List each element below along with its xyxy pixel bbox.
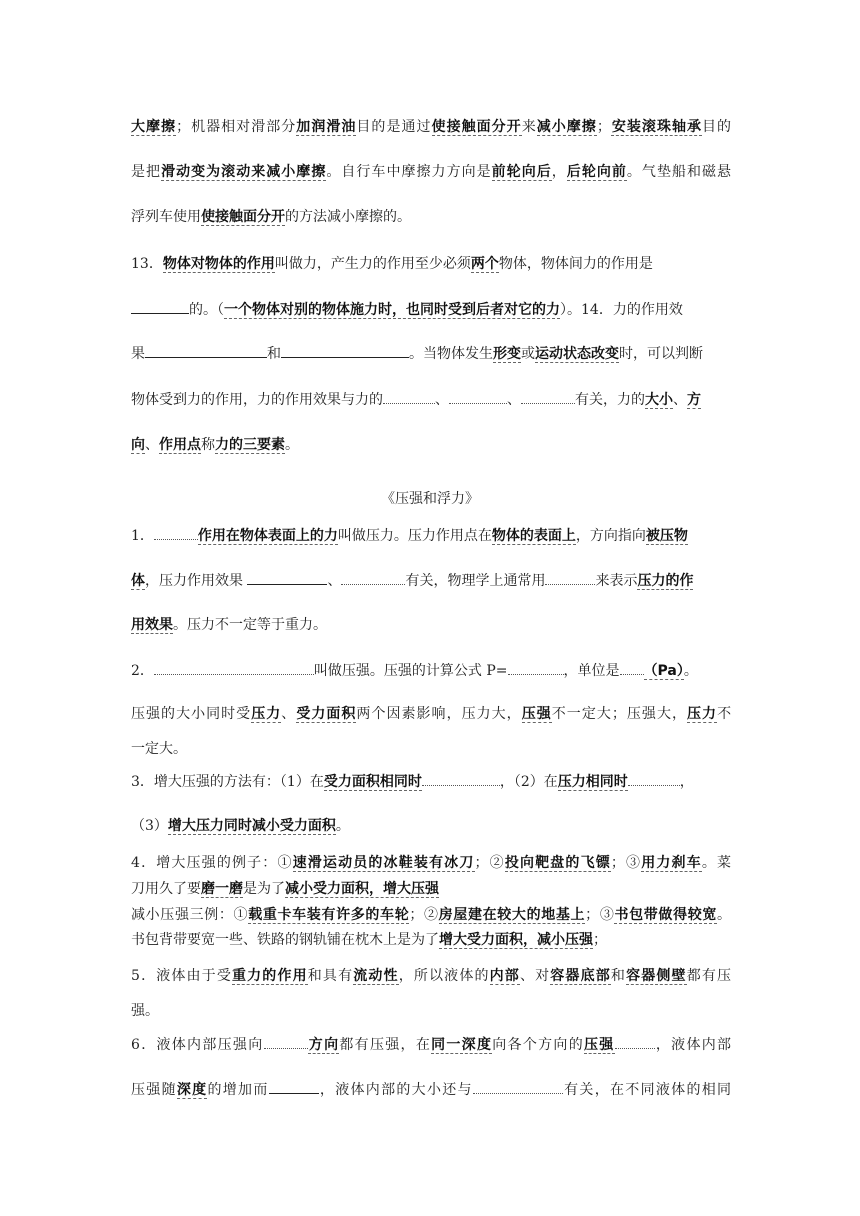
answer-text: 压力的作 — [637, 573, 694, 589]
body-text: 。气垫船和磁悬 — [626, 164, 732, 180]
pressure-item-1-line-2 — [131, 570, 731, 590]
body-text: ； — [596, 119, 611, 135]
answer-text: 速滑运动员的冰鞋装有冰刀 — [292, 855, 475, 871]
fill-blank — [383, 389, 435, 404]
fill-blank — [341, 570, 405, 585]
fill-blank — [521, 389, 575, 404]
answer-text: 磨一磨 — [201, 881, 243, 897]
section-title: 《压强和浮力》 — [381, 491, 479, 507]
body-text: ， — [679, 774, 694, 790]
pressure-item-3-line-2 — [131, 816, 731, 836]
fill-blank — [620, 660, 644, 675]
force-line-4 — [131, 389, 731, 409]
body-text: 都有压 — [686, 968, 731, 984]
fill-blank — [628, 771, 680, 786]
answer-text: 后轮向前 — [566, 164, 627, 180]
pressure-item-4-line-1 — [131, 853, 731, 873]
force-line-1 — [131, 254, 731, 274]
body-text: 、 — [281, 706, 297, 722]
item-number: 13． — [131, 256, 163, 272]
answer-text: 两个 — [470, 256, 499, 272]
body-text: ，单位是 — [563, 663, 620, 679]
fill-blank — [545, 570, 595, 585]
item-number: 2． — [131, 663, 154, 679]
answer-text: 压力相同时 — [557, 774, 628, 790]
body-text: ；③ — [585, 907, 615, 923]
fill-blank — [269, 1079, 319, 1094]
body-text: 、 — [673, 392, 687, 408]
body-text: ；③ — [610, 855, 642, 871]
body-text: 浮列车使用 — [131, 209, 201, 225]
pressure-item-6-line-1 — [131, 1034, 731, 1054]
body-text: 。压力不一定等于重力。 — [173, 617, 327, 633]
friction-line-2 — [131, 162, 731, 182]
answer-text: 同一深度 — [431, 1037, 493, 1053]
body-text: ，液体内部 — [654, 1037, 732, 1053]
body-text: 4．增大压强的例子：① — [131, 855, 293, 871]
pressure-item-4-line-3 — [131, 905, 731, 925]
answer-text: 方向 — [307, 1037, 340, 1053]
body-text: 书包背带要宽一些、铁路的钢轨铺在枕木上是为了 — [131, 932, 439, 948]
answer-text: 用力刹车 — [641, 855, 702, 871]
body-text: 来表示 — [595, 573, 638, 589]
body-text: ，所以液体的 — [398, 968, 490, 984]
answer-text: 大摩擦 — [131, 119, 177, 135]
fill-blank — [154, 525, 198, 540]
body-text: 的。（ — [189, 302, 224, 318]
answer-text: 容器底部 — [550, 968, 611, 984]
answer-text: 作用在物体表面上的力 — [197, 528, 338, 544]
friction-line-3 — [131, 207, 731, 227]
body-text: 。 — [285, 437, 299, 453]
pressure-item-6-line-2 — [131, 1079, 731, 1099]
body-text: 两个因素影响，压力大， — [356, 706, 522, 722]
body-text: ，（2）在 — [499, 774, 558, 790]
fill-blank — [422, 771, 500, 786]
answer-text: 容器侧壁 — [626, 968, 687, 984]
body-text: 减小压强三例：① — [131, 907, 249, 923]
body-text: ；② — [474, 855, 505, 871]
body-text: 一定大。 — [131, 741, 187, 757]
pressure-item-4-line-4 — [131, 930, 731, 950]
pressure-item-1-line-3 — [131, 615, 731, 635]
answer-text: 投向靶盘的飞镖 — [504, 855, 611, 871]
answer-text: 压强 — [521, 706, 552, 722]
body-text: 。 — [683, 663, 698, 679]
answer-text: 力的三要素 — [215, 437, 285, 453]
answer-text: 一个物体对别的物体施力时，也同时受到后者对它的力 — [224, 302, 560, 318]
pressure-item-3-line-1 — [131, 771, 731, 791]
fill-blank — [154, 660, 314, 675]
answer-text: 受力面积 — [296, 706, 357, 722]
answer-text: 被压物 — [645, 528, 688, 544]
body-text: 压强的大小同时受 — [131, 706, 252, 722]
body-text: 、 — [507, 392, 521, 408]
answer-text: 安装滚珠轴承 — [610, 119, 703, 135]
force-line-2 — [131, 299, 731, 319]
fill-blank — [508, 660, 564, 675]
answer-text: （Pa） — [643, 663, 684, 679]
body-text: 有关，在不同液体的相同 — [562, 1082, 732, 1098]
answer-text: 形变 — [493, 346, 521, 362]
body-text: 和具有 — [307, 968, 354, 984]
fill-blank — [281, 343, 409, 358]
answer-text: 受力面积相同时 — [323, 774, 422, 790]
body-text: 果 — [131, 346, 145, 362]
force-line-3 — [131, 343, 731, 363]
body-text: 和 — [610, 968, 627, 984]
body-text: 。当物体发生 — [409, 346, 493, 362]
fill-blank — [131, 299, 189, 314]
pressure-item-5-line-2 — [131, 1001, 731, 1021]
body-text: 都有压强，在 — [339, 1037, 432, 1053]
body-text: 、 — [145, 437, 159, 453]
answer-text: 压力 — [251, 706, 282, 722]
body-text: 是把 — [131, 164, 162, 180]
body-text: 、 — [327, 573, 342, 589]
answer-text: 作用点 — [159, 437, 201, 453]
body-text: 、 — [435, 392, 449, 408]
body-text: 5．液体由于受 — [131, 968, 232, 984]
body-text: ）。14．力的作用效 — [560, 302, 683, 318]
answer-text: 物体对物体的作用 — [162, 256, 275, 272]
answer-text: 重力的作用 — [232, 968, 308, 984]
answer-text: 压力 — [687, 706, 718, 722]
answer-text: 房屋建在较大的地基上 — [438, 907, 586, 923]
answer-text: 用效果 — [131, 617, 173, 633]
body-text: 。 — [335, 818, 350, 834]
body-text: 有关，力的 — [575, 392, 645, 408]
answer-text: 使接触面分开 — [201, 209, 285, 225]
pressure-item-5-line-1 — [131, 966, 731, 986]
body-text: 。自行车中摩擦力方向是 — [326, 164, 492, 180]
body-text: 来 — [521, 119, 537, 135]
body-text: ，压力作用效果 — [145, 573, 248, 589]
answer-text: 内部 — [489, 968, 520, 984]
answer-text: 载重卡车装有许多的车轮 — [248, 907, 410, 923]
answer-text: 大小 — [645, 392, 673, 408]
body-text: 刀用久了要 — [131, 881, 201, 897]
body-text: 和 — [267, 346, 281, 362]
fill-blank — [145, 343, 267, 358]
answer-text: 增大压力同时减小受力面积 — [167, 818, 336, 834]
answer-text: 书包带做得较宽 — [614, 907, 718, 923]
answer-text: 物体的表面上 — [491, 528, 576, 544]
body-text: ；机器相对滑部分 — [176, 119, 297, 135]
body-text: ； — [593, 932, 607, 948]
body-text: 叫做压强。压强的计算公式 P= — [313, 663, 508, 679]
answer-text: 向 — [131, 437, 145, 453]
body-text: 6．液体内部压强向 — [131, 1037, 264, 1053]
body-text: 强。 — [131, 1003, 159, 1019]
body-text: 称 — [201, 437, 215, 453]
body-text: 物体受到力的作用，力的作用效果与力的 — [131, 392, 383, 408]
pressure-item-1-line-1 — [131, 525, 731, 545]
answer-text: 运动状态改变 — [535, 346, 619, 362]
body-text: 。菜 — [701, 855, 731, 871]
body-text: 不 — [717, 706, 732, 722]
body-text: 时，可以判断 — [619, 346, 703, 362]
body-text: 压强随 — [131, 1082, 177, 1098]
answer-text: 流动性 — [353, 968, 399, 984]
friction-line-1 — [131, 117, 731, 137]
body-text: 或 — [521, 346, 535, 362]
answer-text: 增大受力面积，减小压强 — [439, 932, 593, 948]
body-text: 物体，物体间力的作用是 — [498, 256, 653, 272]
pressure-item-2-line-1 — [131, 660, 731, 680]
answer-text: 前轮向后 — [491, 164, 552, 180]
answer-text: 使接触面分开 — [431, 119, 522, 135]
body-text: 是为了 — [243, 881, 285, 897]
pressure-item-2-line-2 — [131, 704, 731, 724]
body-text: 目的是通过 — [356, 119, 432, 135]
body-text: 不一定大；压强大， — [551, 706, 688, 722]
fill-blank — [449, 389, 507, 404]
answer-text: 加润滑油 — [296, 119, 357, 135]
body-text: ，方向指向 — [575, 528, 646, 544]
body-text: 。 — [717, 907, 732, 923]
answer-text: 深度 — [176, 1082, 208, 1098]
body-text: 叫做压力。压力作用点在 — [337, 528, 492, 544]
body-text: （3） — [131, 818, 168, 834]
fill-blank — [615, 1034, 655, 1049]
pressure-item-4-line-2 — [131, 879, 731, 899]
answer-text: 滑动变为滚动来减小摩擦 — [161, 164, 327, 180]
fill-blank — [264, 1034, 308, 1049]
body-text: 向各个方向的 — [492, 1037, 584, 1053]
fill-blank — [473, 1079, 563, 1094]
fill-blank — [247, 570, 327, 585]
answer-text: 体 — [131, 573, 145, 589]
body-text: ，液体内部的大小还与 — [318, 1082, 473, 1098]
answer-text: 压强 — [584, 1037, 615, 1053]
item-number: 1． — [131, 528, 154, 544]
body-text: 3．增大压强的方法有：（1）在 — [131, 774, 324, 790]
answer-text: 减小摩擦 — [536, 119, 597, 135]
pressure-item-2-line-3 — [131, 739, 731, 759]
body-text: ；② — [409, 907, 439, 923]
body-text: 、对 — [519, 968, 551, 984]
body-text: 的增加而 — [207, 1082, 269, 1098]
body-text: 有关，物理学上通常用 — [405, 573, 546, 589]
force-line-5 — [131, 435, 731, 455]
answer-text: 减小受力面积，增大压强 — [285, 881, 439, 897]
body-text: 叫做力，产生力的作用至少必须 — [274, 256, 471, 272]
answer-text: 方 — [687, 392, 701, 408]
body-text: 的方法减小摩擦的。 — [285, 209, 411, 225]
body-text: ， — [551, 164, 567, 180]
body-text: 目的 — [702, 119, 732, 135]
